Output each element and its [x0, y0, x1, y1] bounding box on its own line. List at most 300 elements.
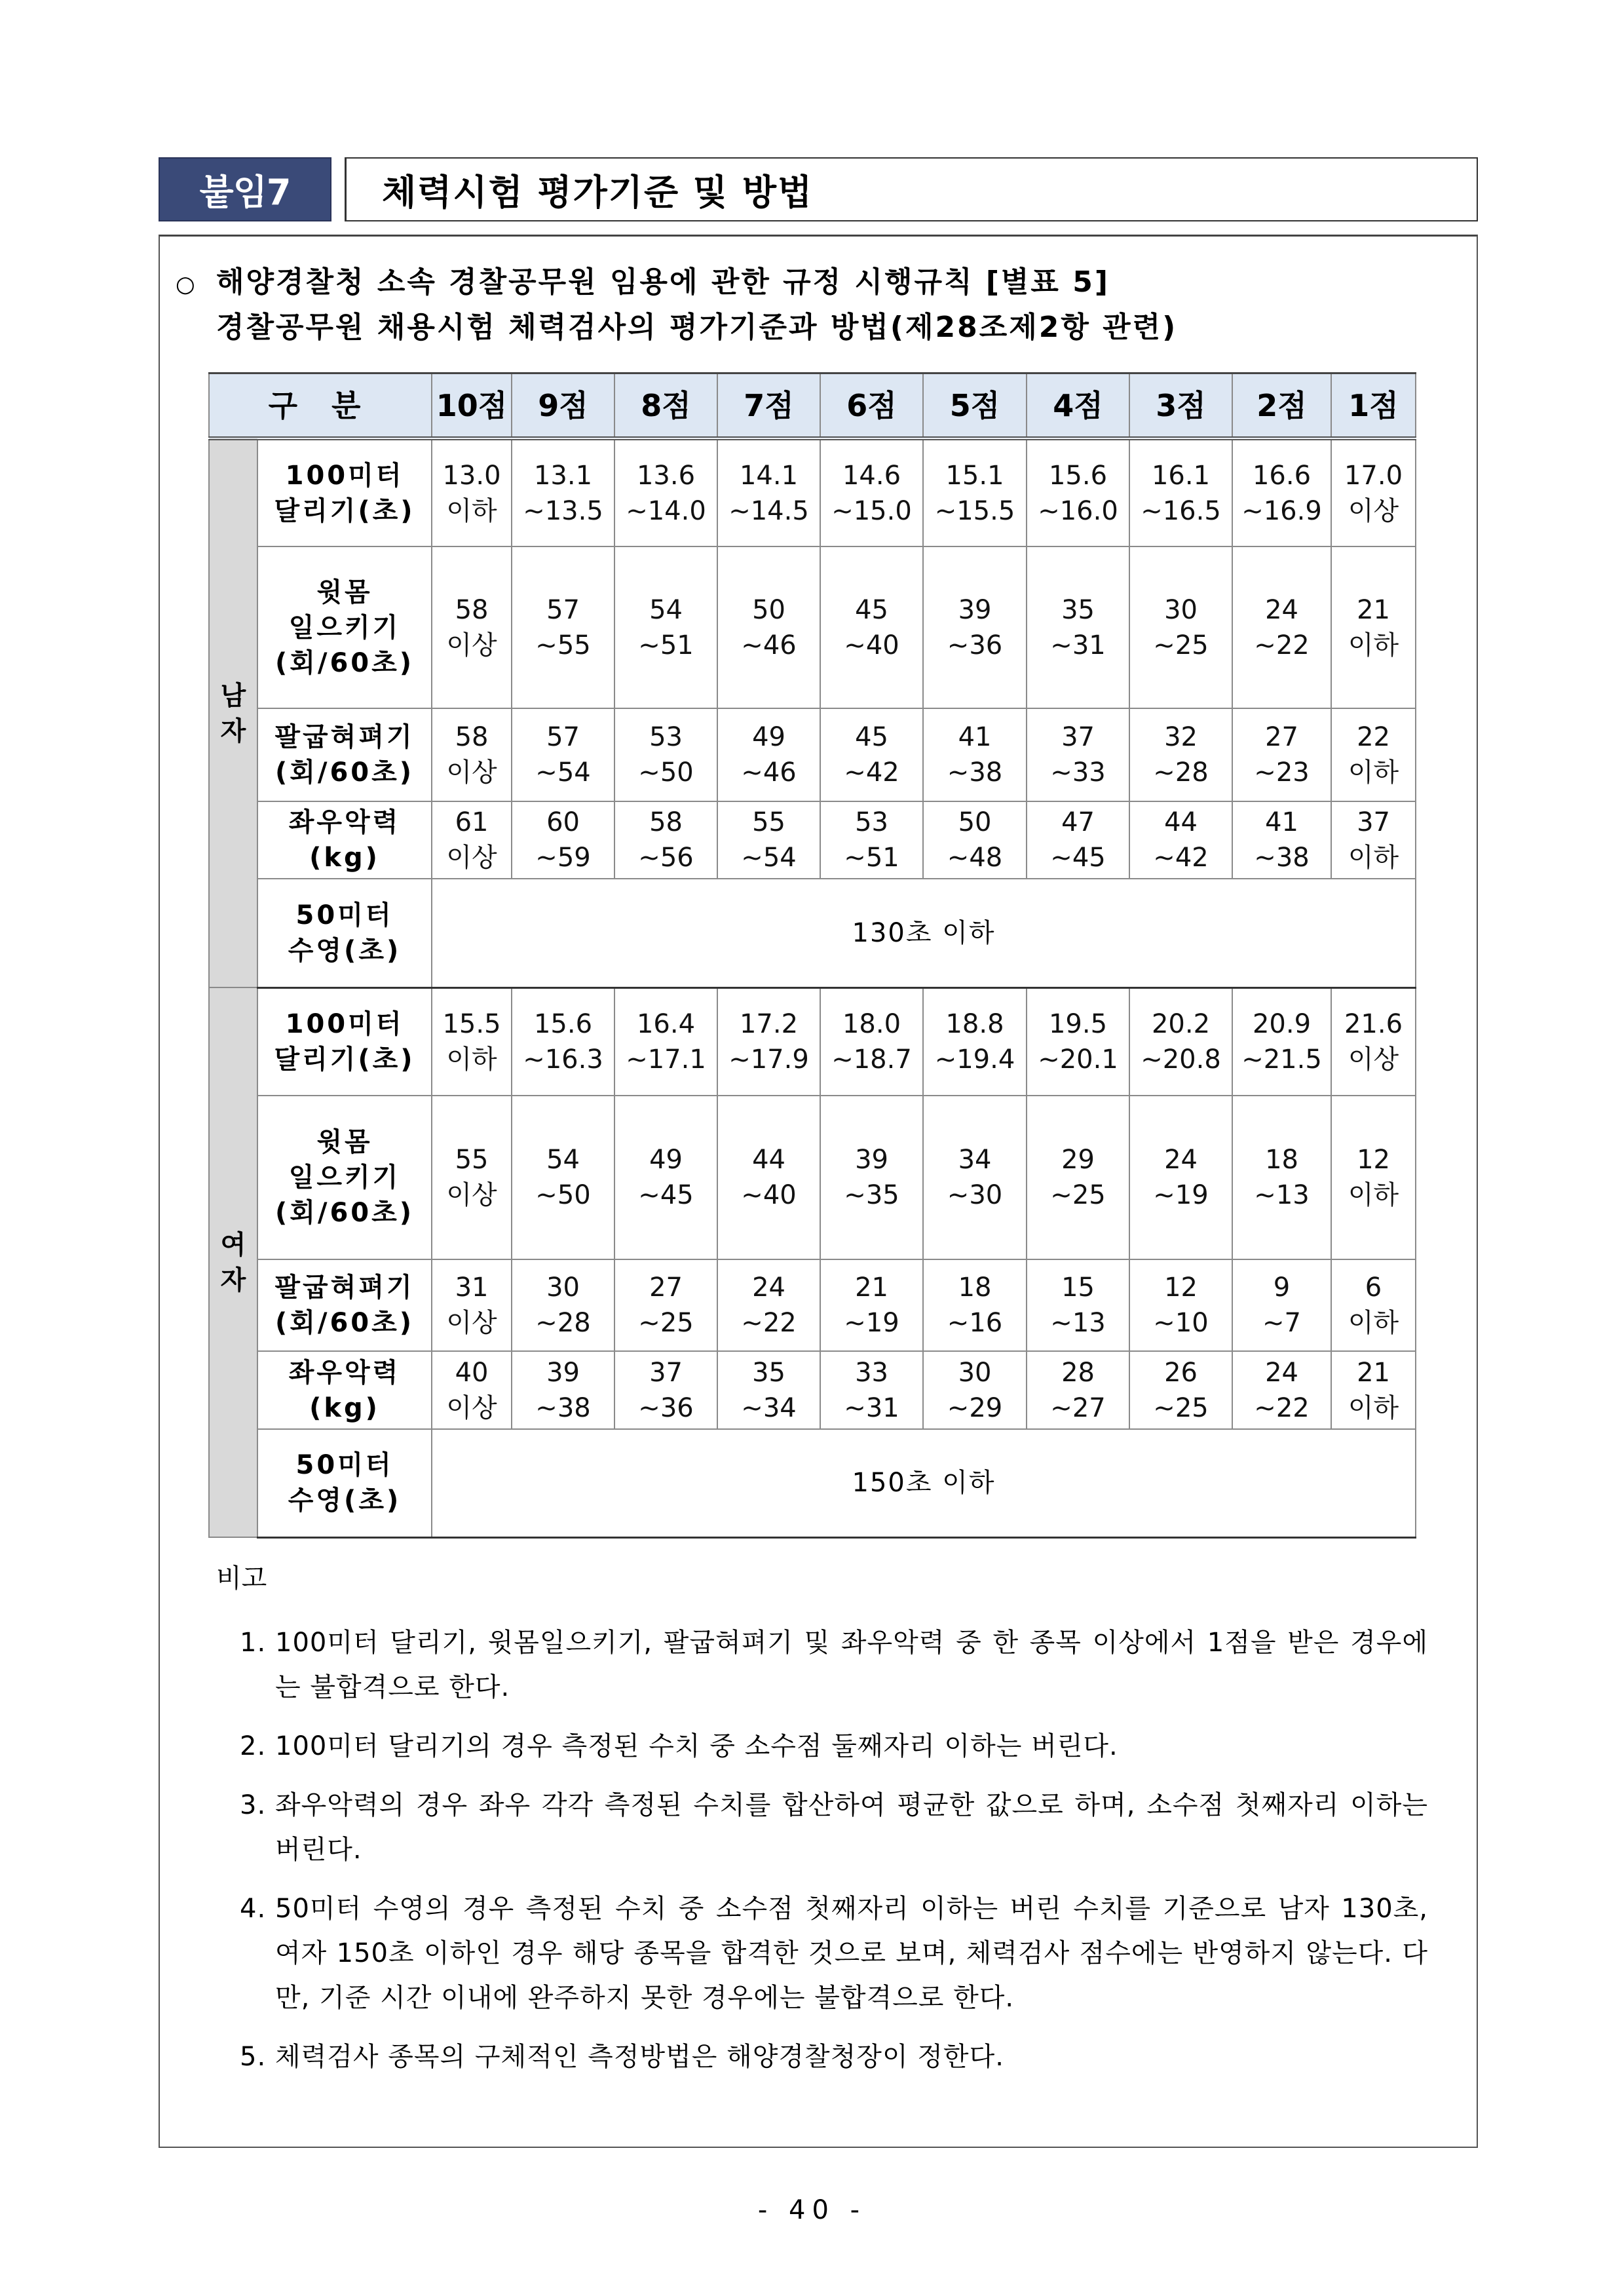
range-start: 30 [958, 1357, 992, 1388]
remark-text: 100미터 달리기의 경우 측정된 수치 중 소수점 둘째자리 이하는 버린다. [275, 1731, 1118, 1761]
range-end: ~36 [947, 630, 1003, 660]
range-start: 41 [1265, 807, 1298, 837]
range-end: ~16.3 [523, 1044, 603, 1075]
remarks-section [216, 1556, 1428, 2094]
score-range-cell [1232, 987, 1331, 1096]
range-start: 18 [1265, 1145, 1298, 1175]
score-range-cell [432, 1096, 512, 1259]
event-label-line: 팔굽혀펴기 [274, 722, 415, 752]
range-start: 37 [649, 1357, 683, 1388]
remark-text: 체력검사 종목의 구체적인 측정방법은 해양경찰청장이 정한다. [275, 2042, 1004, 2072]
range-end: ~38 [1254, 843, 1310, 873]
range-end: ~42 [844, 757, 899, 788]
range-start: 29 [1061, 1145, 1095, 1175]
score-range-cell [923, 801, 1027, 879]
range-start: 15.5 [442, 1008, 501, 1039]
score-range-cell [614, 1259, 717, 1351]
range-start: 30 [1164, 594, 1198, 625]
score-range-cell [1027, 1259, 1129, 1351]
range-end: ~40 [844, 630, 899, 660]
range-end: 이상 [1348, 1044, 1399, 1075]
score-range-cell [1232, 546, 1331, 708]
range-start: 31 [455, 1272, 489, 1303]
range-start: 60 [546, 807, 580, 837]
range-end: ~16 [947, 1308, 1003, 1338]
score-range-cell [1232, 1096, 1331, 1259]
score-range-cell [432, 438, 512, 546]
event-label-line: 윗몸 [316, 1127, 373, 1157]
range-start: 13.0 [442, 460, 501, 491]
score-range-cell [923, 438, 1027, 546]
remark-number: 1. [240, 1628, 267, 1658]
range-start: 21 [855, 1272, 888, 1303]
range-start: 24 [752, 1272, 785, 1303]
remark-text: 50미터 수영의 경우 측정된 수치 중 소수점 첫째자리 이하는 버린 수치를 기준으로 남자 130초, 여자 150초 이하인 경우 해당 종목을 합격한 것으로 보며, 체력검사 점수에는 반영하지 않는다. 다만, 기준 시간 이내에 완주하지 못한 경우에는 불합격으로 한다. [275, 1894, 1428, 2013]
range-end: ~22 [1254, 1392, 1310, 1423]
table-row [209, 801, 1416, 879]
range-end: 이상 [446, 630, 497, 660]
range-end: ~45 [638, 1180, 694, 1210]
swim-criterion-cell: 130초 이하 [432, 879, 1416, 987]
score-range-cell [717, 1351, 820, 1429]
score-range-cell [1331, 1259, 1416, 1351]
range-end: ~42 [1153, 843, 1209, 873]
page-title: 체력시험 평가기준 및 방법 [345, 157, 1478, 221]
range-end: ~54 [741, 843, 797, 873]
range-end: ~18.7 [831, 1044, 912, 1075]
score-range-cell [923, 1096, 1027, 1259]
score-range-cell [512, 801, 614, 879]
appendix-badge: 붙임7 [159, 157, 331, 221]
range-start: 58 [649, 807, 683, 837]
score-range-cell [614, 1096, 717, 1259]
remark-item [216, 1724, 1428, 1769]
range-start: 13.1 [533, 460, 593, 491]
range-end: ~14.5 [728, 495, 809, 526]
range-end: ~38 [947, 757, 1003, 788]
score-range-cell [614, 546, 717, 708]
event-label-line: 달리기(초) [274, 495, 415, 526]
range-end: ~15.0 [831, 495, 912, 526]
score-range-cell [512, 987, 614, 1096]
range-end: ~36 [638, 1392, 694, 1423]
score-range-cell [614, 1351, 717, 1429]
score-range-cell [512, 1259, 614, 1351]
range-end: ~23 [1254, 757, 1310, 788]
range-start: 18.8 [945, 1008, 1004, 1039]
range-start: 16.4 [636, 1008, 696, 1039]
range-end: ~16.9 [1241, 495, 1322, 526]
range-end: ~48 [947, 843, 1003, 873]
range-start: 55 [752, 807, 785, 837]
range-start: 53 [649, 722, 683, 752]
range-end: ~35 [844, 1180, 899, 1210]
gender-char: 자 [220, 1265, 246, 1295]
swim-criterion-cell: 150초 이하 [432, 1429, 1416, 1537]
range-start: 55 [455, 1145, 489, 1175]
table-header-row [209, 373, 1416, 439]
score-range-cell [1129, 1096, 1232, 1259]
score-header: 1점 [1331, 373, 1416, 439]
range-start: 24 [1265, 594, 1298, 625]
score-range-cell [1232, 438, 1331, 546]
score-header: 4점 [1027, 373, 1129, 439]
range-end: ~13 [1254, 1180, 1310, 1210]
event-label-line: 일으키기 [288, 1162, 401, 1193]
range-end: ~51 [844, 843, 899, 873]
table-row [209, 1259, 1416, 1351]
score-range-cell [820, 708, 923, 801]
range-start: 12 [1164, 1272, 1198, 1303]
score-range-cell [820, 546, 923, 708]
score-range-cell [923, 546, 1027, 708]
range-start: 21 [1357, 1357, 1390, 1388]
score-range-cell [717, 1096, 820, 1259]
gender-cell [209, 438, 257, 987]
event-label [257, 879, 432, 987]
range-start: 28 [1061, 1357, 1095, 1388]
range-start: 40 [455, 1357, 489, 1388]
range-end: ~20.8 [1141, 1044, 1221, 1075]
range-end: ~15.5 [934, 495, 1015, 526]
range-end: 이하 [1348, 1180, 1399, 1210]
range-start: 33 [855, 1357, 888, 1388]
event-label-line: 수영(초) [288, 1485, 402, 1516]
range-end: ~50 [638, 757, 694, 788]
range-start: 58 [455, 722, 489, 752]
score-range-cell [923, 1259, 1027, 1351]
remark-item [216, 1783, 1428, 1872]
range-end: 이하 [446, 1044, 497, 1075]
range-start: 15.1 [945, 460, 1004, 491]
range-start: 21 [1357, 594, 1390, 625]
event-label [257, 546, 432, 708]
range-start: 34 [958, 1145, 992, 1175]
range-start: 49 [752, 722, 785, 752]
event-label [257, 1096, 432, 1259]
score-range-cell [1027, 1351, 1129, 1429]
range-start: 24 [1265, 1357, 1298, 1388]
event-label-line: 일으키기 [288, 612, 401, 643]
score-range-cell [432, 1351, 512, 1429]
range-start: 58 [455, 594, 489, 625]
range-end: ~27 [1050, 1392, 1106, 1423]
score-range-cell [1232, 1351, 1331, 1429]
regulation-title: 해양경찰청 소속 경찰공무원 임용에 관한 규정 시행규칙 [별표 5] [216, 265, 1110, 299]
range-start: 49 [649, 1145, 683, 1175]
range-end: ~31 [1050, 630, 1106, 660]
score-range-cell [820, 1259, 923, 1351]
range-end: ~25 [1050, 1180, 1106, 1210]
remark-item [216, 2035, 1428, 2079]
range-start: 20.2 [1151, 1008, 1211, 1039]
range-end: ~17.9 [728, 1044, 809, 1075]
range-start: 26 [1164, 1357, 1198, 1388]
range-end: 이상 [446, 1392, 497, 1423]
range-end: ~56 [638, 843, 694, 873]
range-start: 18.0 [842, 1008, 901, 1039]
score-range-cell [923, 1351, 1027, 1429]
remarks-title: 비고 [216, 1563, 267, 1594]
event-label-line: (회/60초) [274, 1198, 415, 1228]
score-header: 5점 [923, 373, 1027, 439]
score-range-cell [1232, 801, 1331, 879]
score-range-cell [1129, 1351, 1232, 1429]
score-range-cell [1129, 708, 1232, 801]
score-range-cell [512, 1096, 614, 1259]
range-start: 16.6 [1252, 460, 1312, 491]
page-number: - 40 - [757, 2195, 867, 2225]
score-header: 9점 [512, 373, 614, 439]
range-end: ~20.1 [1038, 1044, 1118, 1075]
score-header: 3점 [1129, 373, 1232, 439]
event-label-line: (kg) [309, 843, 380, 873]
score-range-cell [820, 987, 923, 1096]
range-end: 이하 [1348, 1308, 1399, 1338]
event-label-line: 50미터 [295, 1450, 394, 1481]
range-start: 54 [546, 1145, 580, 1175]
score-range-cell [1129, 546, 1232, 708]
remark-number: 5. [240, 2042, 267, 2072]
range-start: 6 [1365, 1272, 1382, 1303]
range-end: ~7 [1262, 1308, 1301, 1338]
score-range-cell [512, 438, 614, 546]
score-range-cell [1331, 987, 1416, 1096]
gender-char: 남 [220, 681, 246, 711]
score-range-cell [923, 708, 1027, 801]
range-end: ~13.5 [523, 495, 603, 526]
range-end: ~22 [741, 1308, 797, 1338]
score-range-cell [512, 546, 614, 708]
bullet-circle-icon: ○ [176, 271, 197, 297]
range-start: 37 [1357, 807, 1390, 837]
range-start: 45 [855, 722, 888, 752]
score-range-cell [1331, 1351, 1416, 1429]
range-end: ~19.4 [934, 1044, 1015, 1075]
table-row [209, 1096, 1416, 1259]
score-range-cell [1027, 438, 1129, 546]
score-range-cell [432, 1259, 512, 1351]
range-end: 이상 [446, 1308, 497, 1338]
range-start: 27 [649, 1272, 683, 1303]
range-end: ~10 [1153, 1308, 1209, 1338]
remark-number: 3. [240, 1790, 267, 1820]
range-start: 47 [1061, 807, 1095, 837]
range-end: 이상 [1348, 495, 1399, 526]
range-start: 18 [958, 1272, 992, 1303]
score-header: 6점 [820, 373, 923, 439]
score-range-cell [614, 987, 717, 1096]
range-start: 53 [855, 807, 888, 837]
gender-cell [209, 987, 257, 1537]
range-end: ~17.1 [626, 1044, 706, 1075]
range-end: ~28 [535, 1308, 591, 1338]
range-end: ~30 [947, 1180, 1003, 1210]
event-label-line: (회/60초) [274, 647, 415, 678]
range-end: ~28 [1153, 757, 1209, 788]
event-label-line: (kg) [309, 1392, 380, 1423]
range-start: 19.5 [1048, 1008, 1108, 1039]
gender-char: 자 [220, 716, 246, 746]
range-end: ~25 [1153, 630, 1209, 660]
score-range-cell [1232, 708, 1331, 801]
score-range-cell [1331, 1096, 1416, 1259]
range-start: 14.6 [842, 460, 901, 491]
score-range-cell [717, 546, 820, 708]
remark-text: 100미터 달리기, 윗몸일으키기, 팔굽혀펴기 및 좌우악력 중 한 종목 이상에서 1점을 받은 경우에는 불합격으로 한다. [275, 1628, 1428, 1702]
event-label [257, 1259, 432, 1351]
score-range-cell [614, 708, 717, 801]
event-label-line: 좌우악력 [288, 1357, 401, 1388]
remark-item [216, 1620, 1428, 1710]
intro-line-1 [176, 261, 1177, 306]
range-start: 50 [752, 594, 785, 625]
score-range-cell [1331, 546, 1416, 708]
range-start: 14.1 [739, 460, 799, 491]
range-start: 35 [752, 1357, 785, 1388]
table-row [209, 438, 1416, 546]
event-label [257, 1351, 432, 1429]
event-label [257, 708, 432, 801]
range-end: ~38 [535, 1392, 591, 1423]
range-end: ~40 [741, 1180, 797, 1210]
event-label-line: (회/60초) [274, 1308, 415, 1338]
remark-text: 좌우악력의 경우 좌우 각각 측정된 수치를 합산하여 평균한 값으로 하며, 소수점 첫째자리 이하는 버린다. [275, 1790, 1428, 1865]
fitness-criteria-table [208, 372, 1416, 1539]
range-start: 44 [752, 1145, 785, 1175]
range-start: 24 [1164, 1145, 1198, 1175]
score-range-cell [1129, 987, 1232, 1096]
range-end: ~45 [1050, 843, 1106, 873]
range-start: 13.6 [636, 460, 696, 491]
range-end: ~19 [844, 1308, 899, 1338]
score-range-cell [1331, 708, 1416, 801]
score-range-cell [1027, 987, 1129, 1096]
range-start: 50 [958, 807, 992, 837]
score-range-cell [820, 801, 923, 879]
score-range-cell [432, 546, 512, 708]
event-label [257, 987, 432, 1096]
event-label-line: 50미터 [295, 900, 394, 930]
remark-number: 2. [240, 1731, 267, 1761]
range-start: 54 [649, 594, 683, 625]
category-header: 구 분 [209, 373, 432, 439]
score-range-cell [1331, 438, 1416, 546]
range-start: 27 [1265, 722, 1298, 752]
remark-item [216, 1886, 1428, 2020]
range-start: 37 [1061, 722, 1095, 752]
score-range-cell [717, 987, 820, 1096]
event-label-line: 수영(초) [288, 935, 402, 966]
range-end: ~46 [741, 757, 797, 788]
score-range-cell [512, 708, 614, 801]
event-label-line: 좌우악력 [288, 807, 401, 837]
event-label-line: 100미터 [285, 1008, 404, 1039]
event-label [257, 1429, 432, 1537]
range-end: ~16.0 [1038, 495, 1118, 526]
range-end: 이하 [1348, 757, 1399, 788]
range-start: 57 [546, 594, 580, 625]
range-start: 57 [546, 722, 580, 752]
score-range-cell [1129, 438, 1232, 546]
range-start: 32 [1164, 722, 1198, 752]
range-end: ~19 [1153, 1180, 1209, 1210]
score-range-cell [1129, 801, 1232, 879]
score-range-cell [614, 801, 717, 879]
score-header: 10점 [432, 373, 512, 439]
range-end: ~51 [638, 630, 694, 660]
intro-heading [176, 261, 1177, 349]
range-end: ~50 [535, 1180, 591, 1210]
range-start: 15.6 [533, 1008, 593, 1039]
range-end: ~29 [947, 1392, 1003, 1423]
score-range-cell [1027, 546, 1129, 708]
remarks-list [216, 1620, 1428, 2079]
range-end: ~59 [535, 843, 591, 873]
range-end: ~34 [741, 1392, 797, 1423]
score-range-cell [1027, 708, 1129, 801]
table-row [209, 1429, 1416, 1537]
range-start: 61 [455, 807, 489, 837]
range-end: 이하 [1348, 630, 1399, 660]
range-end: ~55 [535, 630, 591, 660]
table-row [209, 708, 1416, 801]
range-end: 이상 [446, 757, 497, 788]
range-end: 이상 [446, 1180, 497, 1210]
range-start: 15.6 [1048, 460, 1108, 491]
range-start: 44 [1164, 807, 1198, 837]
score-range-cell [820, 1351, 923, 1429]
range-end: ~14.0 [626, 495, 706, 526]
score-range-cell [717, 708, 820, 801]
range-start: 45 [855, 594, 888, 625]
range-end: 이하 [1348, 1392, 1399, 1423]
score-range-cell [1027, 801, 1129, 879]
score-range-cell [717, 438, 820, 546]
score-range-cell [432, 708, 512, 801]
range-end: ~22 [1254, 630, 1310, 660]
table-row [209, 1351, 1416, 1429]
range-start: 16.1 [1151, 460, 1211, 491]
range-start: 41 [958, 722, 992, 752]
range-end: 이하 [1348, 843, 1399, 873]
range-end: ~54 [535, 757, 591, 788]
event-label-line: 팔굽혀펴기 [274, 1272, 415, 1303]
range-end: ~21.5 [1241, 1044, 1322, 1075]
range-start: 39 [546, 1357, 580, 1388]
event-label-line: (회/60초) [274, 757, 415, 788]
score-range-cell [432, 801, 512, 879]
score-range-cell [512, 1351, 614, 1429]
range-end: ~13 [1050, 1308, 1106, 1338]
gender-char: 여 [220, 1229, 246, 1260]
remark-number: 4. [240, 1894, 267, 1924]
range-start: 35 [1061, 594, 1095, 625]
score-range-cell [1331, 801, 1416, 879]
score-range-cell [717, 1259, 820, 1351]
range-start: 17.0 [1344, 460, 1403, 491]
score-range-cell [1129, 1259, 1232, 1351]
range-end: ~25 [638, 1308, 694, 1338]
score-range-cell [1027, 1096, 1129, 1259]
score-range-cell [820, 438, 923, 546]
range-end: ~33 [1050, 757, 1106, 788]
table-row [209, 879, 1416, 987]
event-label-line: 윗몸 [316, 577, 373, 607]
event-label-line: 100미터 [285, 460, 404, 491]
range-end: ~46 [741, 630, 797, 660]
event-label-line: 달리기(초) [274, 1044, 415, 1075]
